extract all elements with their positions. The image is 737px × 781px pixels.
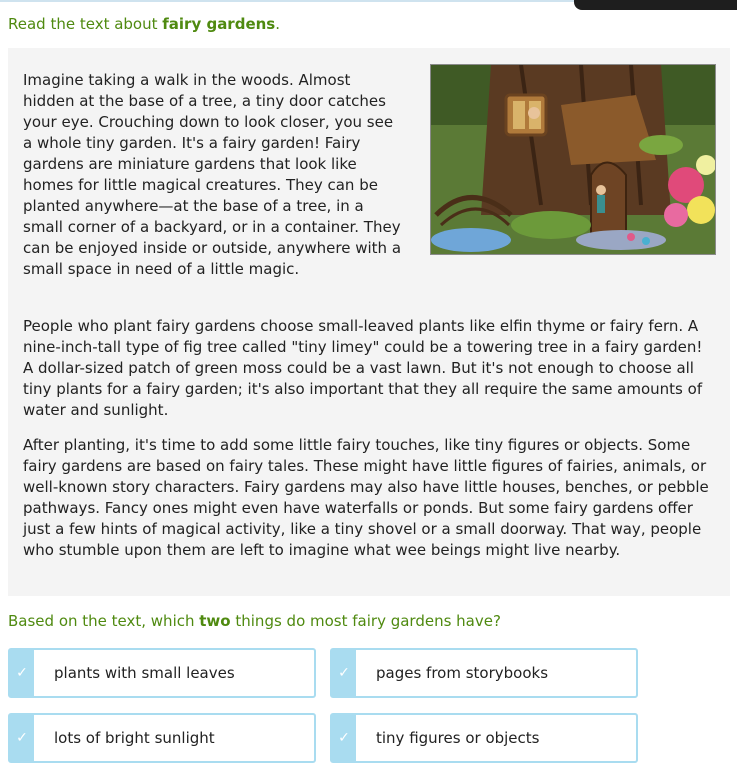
passage-paragraph: People who plant fairy gardens choose small-leaved plants like elfin thyme or fairy fern. A nine-inch-tall type of fig tree called "tiny limey" could be a towering tree in a fairy garden! A dollar-sized patch of green moss could be a vast lawn. But it's not enough to choose all tiny plants for a fairy garden; it's also important that they all require the same amounts of water and sunlight. <box>23 317 703 419</box>
answer-choice-label: tiny figures or objects <box>376 729 540 747</box>
checkmark-icon: ✓ <box>332 650 356 696</box>
passage-paragraph: Imagine taking a walk in the woods. Almost hidden at the base of a tree, a tiny door catches your eye. Crouching down to look closer, you see a whole tiny garden. It's a fairy garden! Fairy gardens are miniature gardens that look like homes for little magical creatures. They can be planted anywhere—at the base of a tree, in a small corner of a backyard, or in a container. They can be enjoyed inside or outside, anywhere with a small space in need of a little magic. <box>23 71 402 278</box>
checkmark-icon: ✓ <box>10 715 34 761</box>
corner-toolbar-tab <box>574 0 737 10</box>
answer-choice-label: lots of bright sunlight <box>54 729 215 747</box>
passage-paragraph: After planting, it's time to add some little fairy touches, like tiny figures or objects. Some fairy gardens are based on fairy tales. These might have little figures of fairies, animals, or well-known story characters. Fairy gardens may also have little houses, benches, or pebble pathways. Fancy ones might even have waterfalls or ponds. But some fairy gardens offer just a few hints of magical activity, like a tiny shovel or a small doorway. That way, people who stumble upon them are left to imagine what wee beings might live nearby. <box>23 436 709 559</box>
question-prompt: Based on the text, which two things do most fairy gardens have? <box>8 612 501 630</box>
answer-choice-label: plants with small leaves <box>54 664 235 682</box>
checkmark-icon: ✓ <box>10 650 34 696</box>
fairy-garden-photo <box>430 64 716 255</box>
instruction-topic: fairy gardens <box>162 15 276 33</box>
answer-choice[interactable] <box>330 713 638 763</box>
answer-choice[interactable] <box>330 648 638 698</box>
reading-passage <box>8 48 730 596</box>
answer-choice[interactable] <box>8 648 316 698</box>
instruction: Read the text about fairy gardens. <box>8 15 281 33</box>
answer-choice[interactable] <box>8 713 316 763</box>
answer-choice-label: pages from storybooks <box>376 664 549 682</box>
checkmark-icon: ✓ <box>332 715 356 761</box>
question-emphasis: two <box>199 612 231 630</box>
